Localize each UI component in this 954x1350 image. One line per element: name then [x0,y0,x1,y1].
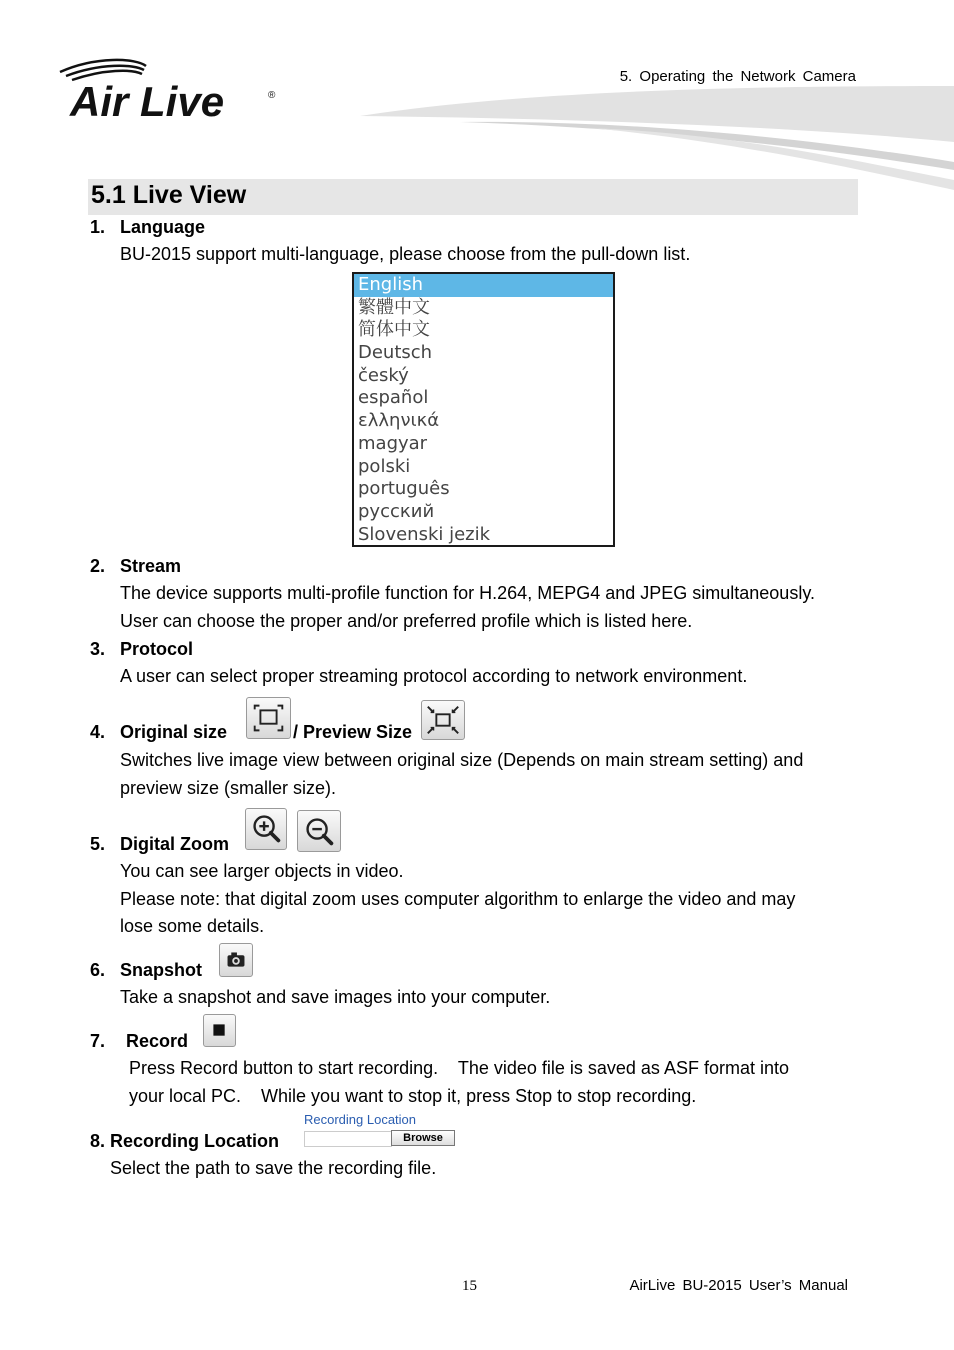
language-list[interactable] [352,272,615,547]
language-option[interactable]: Deutsch [358,342,433,364]
item-desc-recording-location: Select the path to save the recording file. [110,1158,437,1178]
item-number: 4. [90,722,106,742]
item-desc-size-2: preview size (smaller size). [120,778,337,798]
header-swoosh [340,80,954,195]
zoom-out-icon[interactable] [297,810,341,852]
item-number: 7. [90,1031,106,1051]
item-desc-stream-1: The device supports multi-profile function for H.264, MEPG4 and JPEG simultaneously. [120,583,815,603]
item-desc-zoom-1: You can see larger objects in video. [120,861,404,881]
chapter-header: 5. Operating the Network Camera [619,68,856,85]
item-title-record: Record [126,1031,189,1051]
item-desc-zoom-2: Please note: that digital zoom uses computer algorithm to enlarge the video and may [120,889,796,909]
record-stop-icon[interactable] [203,1014,236,1047]
item-title-stream: Stream [120,556,182,576]
recording-location-input[interactable] [304,1131,392,1147]
item-title-preview-size: / Preview Size [293,722,413,742]
camera-icon[interactable] [219,943,253,977]
language-option[interactable]: español [358,387,429,409]
item-number: 6. [90,960,106,980]
language-option[interactable]: polski [358,455,411,477]
section-title: 5.1 Live View [91,181,247,209]
airlive-logo [56,58,281,122]
item-number: 1. [90,217,106,237]
item-desc-protocol: A user can select proper streaming protocol according to network environment. [120,666,748,686]
item-desc-zoom-3: lose some details. [120,916,265,936]
language-option-selected[interactable]: English [354,274,613,297]
item-number: 2. [90,556,106,576]
item-title-original-size: Original size [120,722,228,742]
language-option[interactable]: český [358,364,409,386]
browse-button[interactable]: Browse [391,1130,455,1146]
language-option[interactable]: ελληνικά [358,410,440,432]
item-desc-size-1: Switches live image view between original size (Depends on main stream setting) and [120,750,804,770]
item-desc-record-2: your local PC. While you want to stop it, press Stop to stop recording. [129,1086,697,1106]
language-option[interactable]: português [358,478,450,500]
language-option[interactable]: Slovenski jezik [358,523,491,545]
item-desc-record-1: Press Record button to start recording. The video file is saved as ASF format into [129,1058,789,1078]
item-title-digital-zoom: Digital Zoom [120,834,229,854]
item-title-snapshot: Snapshot [120,960,203,980]
item-title-language: Language [120,217,206,237]
item-desc-language: BU-2015 support multi-language, please choose from the pull-down list. [120,244,691,264]
logo-text: Air Live [70,78,225,122]
recording-location-label: Recording Location [304,1112,417,1127]
item-desc-snapshot: Take a snapshot and save images into your computer. [120,987,551,1007]
original-size-icon[interactable] [246,697,291,739]
preview-size-icon[interactable] [421,700,465,740]
item-number: 3. [90,639,106,659]
item-number: 5. [90,834,106,854]
svg-text:®: ® [268,90,276,101]
item-title-protocol: Protocol [120,639,194,659]
zoom-in-icon[interactable] [245,808,287,850]
page-number: 15 [462,1278,477,1294]
language-option[interactable]: 繁體中文 [358,296,430,318]
language-option[interactable]: 简体中文 [358,319,430,341]
item-title-recording-location: 8. Recording Location [90,1131,280,1151]
language-option[interactable]: русский [358,500,435,522]
manual-title: AirLive BU-2015 User’s Manual [629,1277,848,1294]
language-option[interactable]: magyar [358,432,428,454]
item-desc-stream-2: User can choose the proper and/or preferred profile which is listed here. [120,611,693,631]
